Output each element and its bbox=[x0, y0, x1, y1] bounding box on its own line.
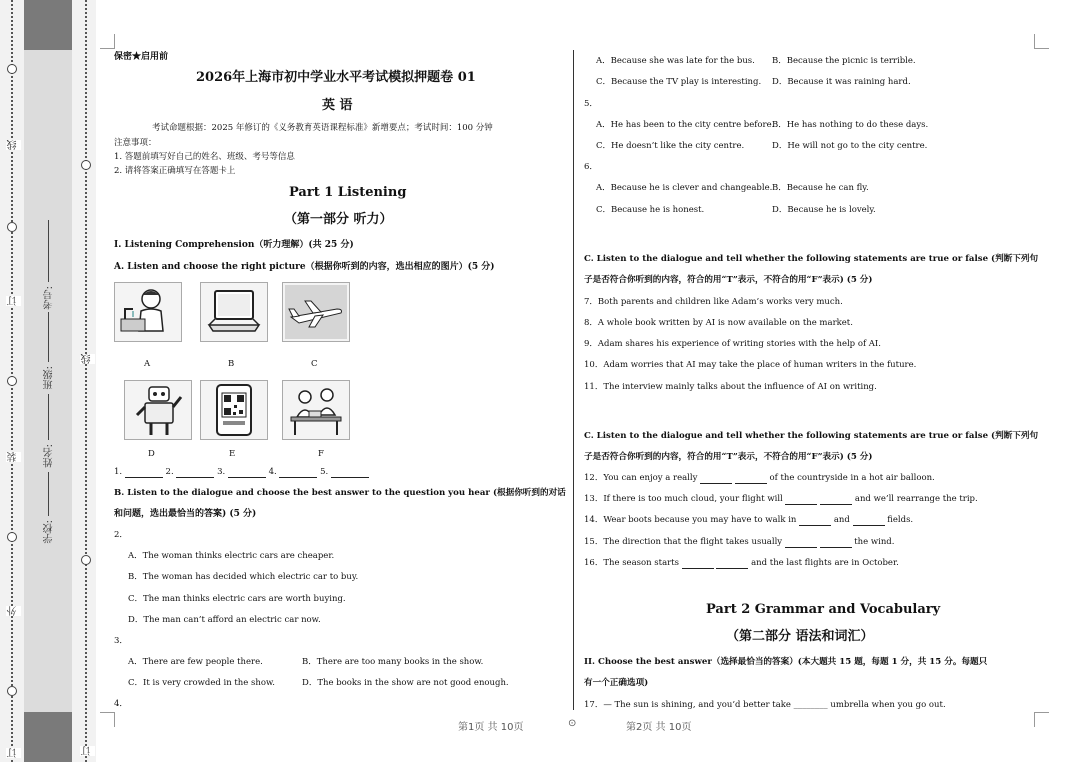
picture-label-f: F bbox=[318, 449, 324, 459]
tf-item-9: 9．Adam shares his experience of writing stories with the help of AI. bbox=[584, 339, 881, 349]
part2-title-cn: （第二部分 语法和词汇） bbox=[726, 629, 874, 644]
binding-hole bbox=[7, 64, 17, 74]
binding-hole bbox=[7, 532, 17, 542]
kids-studying-icon bbox=[285, 383, 347, 437]
answer-num: 5. bbox=[320, 467, 329, 477]
fill-blank[interactable] bbox=[799, 516, 831, 526]
answer-blank[interactable] bbox=[279, 468, 317, 478]
question-6-option-b: B．Because he can fly. bbox=[772, 183, 869, 193]
exam-title: 2026年上海市初中学业水平考试模拟押题卷 01 bbox=[196, 70, 476, 85]
answer-blank[interactable] bbox=[331, 468, 369, 478]
fill-text: and we’ll rearrange the trip. bbox=[854, 494, 978, 504]
crop-mark bbox=[100, 712, 115, 727]
binding-strip-top bbox=[24, 0, 72, 50]
page-number-right: 第2页 共 10页 bbox=[626, 722, 692, 733]
binding-hole bbox=[7, 222, 17, 232]
fill-blank[interactable] bbox=[785, 495, 817, 505]
notes-title: 注意事项： bbox=[114, 138, 157, 148]
fill-text: 12．You can enjoy a really bbox=[584, 473, 698, 483]
field-school: 学校: bbox=[44, 520, 55, 544]
fill-text: 16．The season starts bbox=[584, 558, 679, 568]
binding-hole bbox=[7, 376, 17, 386]
answer-num: 4. bbox=[268, 467, 277, 477]
crop-mark bbox=[1034, 34, 1049, 49]
picture-label-d: D bbox=[148, 449, 155, 459]
question-3-number: 3． bbox=[114, 636, 128, 646]
picture-a bbox=[114, 282, 182, 342]
field-line bbox=[48, 394, 49, 440]
question-6-option-c: C．Because he is honest. bbox=[596, 205, 705, 215]
fill-text: 15．The direction that the flight takes usually bbox=[584, 537, 783, 547]
picture-d bbox=[124, 380, 192, 440]
section-i-heading: I. Listening Comprehension（听力理解）(共 25 分) bbox=[114, 240, 354, 250]
field-line bbox=[48, 472, 49, 516]
binding-label-order: 订 bbox=[8, 296, 19, 306]
section-c2-heading-line1: C. Listen to the dialogue and tell whether the following statements are true or false (判断下列句 bbox=[584, 431, 1039, 441]
field-line bbox=[48, 220, 49, 282]
picture-f bbox=[282, 380, 350, 440]
question-5-option-a: A．He has been to the city centre before. bbox=[596, 120, 775, 130]
binding-label-order-bottom: 订 bbox=[8, 748, 19, 758]
tf-item-11: 11．The interview mainly talks about the influence of AI on writing. bbox=[584, 382, 877, 392]
binding-label-outer: 外 bbox=[8, 606, 19, 616]
crop-mark bbox=[100, 34, 115, 49]
page-number-left: 第1页 共 10页 bbox=[458, 722, 524, 733]
answer-blank[interactable] bbox=[176, 468, 214, 478]
fill-blank[interactable] bbox=[820, 495, 852, 505]
field-line bbox=[48, 312, 49, 362]
question-4-option-b: B．Because the picnic is terrible. bbox=[772, 56, 916, 66]
question-5-option-d: D．He will not go to the city centre. bbox=[772, 141, 928, 151]
picture-label-e: E bbox=[229, 449, 236, 459]
inner-label-order: 订 bbox=[82, 746, 93, 756]
fill-text: and the last flights are in October. bbox=[751, 558, 899, 568]
question-5-option-b: B．He has nothing to do these days. bbox=[772, 120, 929, 130]
tf-item-10: 10．Adam worries that AI may take the place of human writers in the future. bbox=[584, 360, 917, 370]
fill-blank[interactable] bbox=[785, 538, 817, 548]
section-b-heading-line1: B. Listen to the dialogue and choose the best answer to the question you hear (根据你听到的对话 bbox=[114, 488, 566, 498]
question-3-option-d: D．The books in the show are not good enough. bbox=[302, 678, 509, 688]
fill-text: 13．If there is too much cloud, your flight will bbox=[584, 494, 783, 504]
fill-blank[interactable] bbox=[716, 559, 748, 569]
field-class: 班级: bbox=[44, 366, 55, 390]
part1-title: Part 1 Listening bbox=[289, 185, 407, 200]
question-6-option-a: A．Because he is clever and changeable. bbox=[596, 183, 773, 193]
question-3-option-b: B．There are too many books in the show. bbox=[302, 657, 484, 667]
binding-label-line: 线 bbox=[8, 140, 19, 150]
note-item: 1. 答题前填写好自己的姓名、班级、考号等信息 bbox=[114, 152, 295, 162]
part1-title-cn: （第一部分 听力） bbox=[284, 212, 393, 227]
inner-label-line: 线 bbox=[82, 354, 93, 364]
section-a-heading: A. Listen and choose the right picture（根据你听到的内容，选出相应的图片）(5 分) bbox=[114, 262, 495, 272]
question-5-option-c: C．He doesn’t like the city centre. bbox=[596, 141, 745, 151]
answer-num: 2. bbox=[165, 467, 174, 477]
exam-basis: 考试命题根据：2025 年修订的《义务教育英语课程标准》新增要点；考试时间：100 分钟 bbox=[152, 123, 493, 133]
question-6-option-d: D．Because he is lovely. bbox=[772, 205, 876, 215]
boy-washing-hands-icon bbox=[117, 285, 179, 339]
fill-text: of the countryside in a hot air balloon. bbox=[769, 473, 935, 483]
question-4-option-a: A．Because she was late for the bus. bbox=[596, 56, 755, 66]
column-divider bbox=[573, 50, 574, 710]
question-2-option-a: A．The woman thinks electric cars are cheaper. bbox=[128, 551, 335, 561]
section-ii-heading-line1: II. Choose the best answer（选择最恰当的答案）(本大题共 15 题，每题 1 分，共 15 分。每题只 bbox=[584, 657, 988, 667]
cut-line-inner bbox=[85, 0, 87, 762]
tf-item-8: 8．A whole book written by AI is now available on the market. bbox=[584, 318, 853, 328]
fill-item-15 bbox=[584, 536, 894, 548]
picture-c bbox=[282, 282, 350, 342]
part2-title: Part 2 Grammar and Vocabulary bbox=[706, 602, 941, 617]
section-ii-heading-line2: 有一个正确选项) bbox=[584, 678, 649, 688]
fill-item-12 bbox=[584, 472, 935, 484]
question-2-number: 2． bbox=[114, 530, 128, 540]
question-2-option-b: B．The woman has decided which electric car to buy. bbox=[128, 572, 359, 582]
field-exam-number: 考号: bbox=[44, 286, 55, 310]
fill-text: fields. bbox=[887, 515, 914, 525]
crop-mark bbox=[1034, 712, 1049, 727]
picture-label-c: C bbox=[311, 359, 318, 369]
fill-item-16 bbox=[584, 557, 899, 569]
airplane-icon bbox=[285, 285, 347, 339]
section-b-heading-line2: 和问题，选出最恰当的答案) (5 分) bbox=[114, 509, 257, 519]
note-item: 2. 请将答案正确填写在答题卡上 bbox=[114, 166, 236, 176]
fill-text: the wind. bbox=[854, 537, 895, 547]
section-c1-heading-line2: 子是否符合你听到的内容，符合的用“T”表示，不符合的用“F”表示) (5 分) bbox=[584, 275, 873, 285]
fill-item-13 bbox=[584, 493, 978, 505]
fill-blank[interactable] bbox=[682, 559, 714, 569]
binding-strip-bottom bbox=[24, 712, 72, 762]
picture-answer-line bbox=[114, 466, 369, 478]
answer-num: 1. bbox=[114, 467, 123, 477]
robot-icon bbox=[127, 383, 189, 437]
exam-page bbox=[96, 0, 1080, 762]
section-c1-heading-line1: C. Listen to the dialogue and tell whether the following statements are true or false (判断下列句 bbox=[584, 254, 1039, 264]
question-6-number: 6． bbox=[584, 162, 598, 172]
qr-code-phone-icon bbox=[203, 383, 265, 437]
answer-num: 3. bbox=[217, 467, 226, 477]
question-2-option-c: C．The man thinks electric cars are worth buying. bbox=[128, 594, 346, 604]
page-separator-icon: ⊙ bbox=[568, 718, 577, 729]
question-5-number: 5． bbox=[584, 99, 598, 109]
picture-e bbox=[200, 380, 268, 440]
question-3-option-a: A．There are few people there. bbox=[128, 657, 263, 667]
section-c2-heading-line2: 子是否符合你听到的内容，符合的用“T”表示，不符合的用“F”表示) (5 分) bbox=[584, 452, 873, 462]
picture-label-b: B bbox=[228, 359, 235, 369]
question-17: 17．— The sun is shining, and you’d better take ________ umbrella when you go out. bbox=[584, 700, 946, 710]
field-name: 姓名: bbox=[44, 444, 55, 468]
subject-title: 英 语 bbox=[322, 98, 353, 113]
binding-hole bbox=[81, 555, 91, 565]
fill-text: and bbox=[833, 515, 850, 525]
confidential-mark: 保密★启用前 bbox=[114, 52, 169, 62]
question-4-option-d: D．Because it was raining hard. bbox=[772, 77, 911, 87]
fill-text: 14．Wear boots because you may have to walk in bbox=[584, 515, 797, 525]
binding-hole bbox=[7, 686, 17, 696]
question-2-option-d: D．The man can’t afford an electric car now. bbox=[128, 615, 321, 625]
fill-blank[interactable] bbox=[735, 474, 767, 484]
laptop-icon bbox=[203, 285, 265, 339]
answer-blank[interactable] bbox=[125, 468, 163, 478]
fill-blank[interactable] bbox=[700, 474, 732, 484]
question-3-option-c: C．It is very crowded in the show. bbox=[128, 678, 275, 688]
picture-label-a: A bbox=[144, 359, 151, 369]
fill-blank[interactable] bbox=[853, 516, 885, 526]
question-4-number: 4． bbox=[114, 699, 128, 709]
question-4-option-c: C．Because the TV play is interesting. bbox=[596, 77, 762, 87]
answer-blank[interactable] bbox=[228, 468, 266, 478]
picture-b bbox=[200, 282, 268, 342]
fill-blank[interactable] bbox=[820, 538, 852, 548]
tf-item-7: 7．Both parents and children like Adam’s works very much. bbox=[584, 297, 843, 307]
binding-label-bind: 装 bbox=[8, 452, 19, 462]
fill-item-14 bbox=[584, 514, 913, 526]
binding-hole bbox=[81, 160, 91, 170]
